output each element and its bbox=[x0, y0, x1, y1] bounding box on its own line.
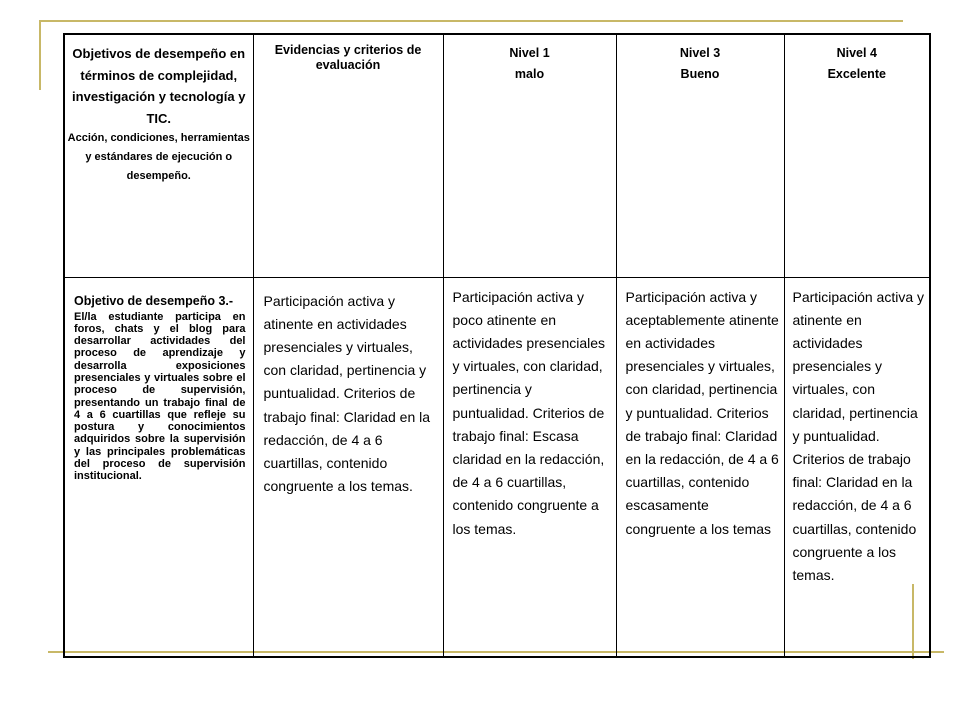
level4-cell bbox=[784, 277, 930, 657]
header-level3-desc: Bueno bbox=[680, 67, 720, 81]
header-cell-evidence bbox=[253, 34, 443, 277]
rubric-table bbox=[63, 33, 931, 658]
header-cell-level1 bbox=[443, 34, 616, 277]
header-level1-label: Nivel 1 bbox=[509, 46, 550, 60]
header-level4-label: Nivel 4 bbox=[836, 46, 877, 60]
decorative-line-top bbox=[41, 20, 903, 22]
level1-cell bbox=[443, 277, 616, 657]
level3-text: Participación activa y aceptablemente atinente en actividades presenciales y virtuales, con claridad, pertinencia y puntualidad. Criterios de trabajo final: Claridad en la redacción, de 4 a 6 cuartillas, contenido escasamente congruente a los temas bbox=[625, 288, 779, 537]
header-evidence-label: Evidencias y criterios de evaluación bbox=[274, 43, 422, 72]
evidence-text: Participación activa y atinente en actividades presenciales y virtuales, con claridad, pertinencia y puntualidad. Criterios de trabajo final: Claridad en la redacción, de 4 a 6 cuartillas, contenido congruente a los temas. bbox=[263, 292, 431, 495]
header-cell-level4 bbox=[784, 34, 930, 277]
header-level3-label: Nivel 3 bbox=[679, 46, 721, 60]
table-row bbox=[64, 277, 930, 657]
header-level1-desc: malo bbox=[514, 67, 545, 81]
level3-cell bbox=[616, 277, 784, 657]
header-level4-desc: Excelente bbox=[827, 67, 886, 81]
evidence-cell bbox=[253, 277, 443, 657]
level4-text: Participación activa y atinente en actividades presenciales y virtuales, con claridad, pertinencia y puntualidad. Criterios de trabajo final: Claridad en la redacción, de 4 a 6 cuartillas, contenido congruente a los temas. bbox=[792, 288, 925, 583]
level1-text: Participación activa y poco atinente en actividades presenciales y virtuales, con claridad, pertinencia y puntualidad. Criterios de trabajo final: Escasa claridad en la redacción, de 4 a 6 cuartillas, contenido congruente a los temas. bbox=[452, 288, 606, 537]
header-objectives-subtitle: Acción, condiciones, herramientas y estándares de ejecución o desempeño. bbox=[67, 132, 250, 182]
header-cell-objectives bbox=[64, 34, 253, 277]
header-cell-level3 bbox=[616, 34, 784, 277]
table-header-row bbox=[64, 34, 930, 277]
objective-cell bbox=[64, 277, 253, 657]
header-objectives-title: Objetivos de desempeño en términos de complejidad, investigación y tecnología y TIC. bbox=[72, 46, 246, 126]
decorative-line-left bbox=[39, 20, 41, 90]
objective-description: El/la estudiante participa en foros, chats y el blog para desarrollar actividades del proceso de aprendizaje y desarrolla exposiciones presenciales y virtuales sobre el proceso de supervisión, presentando un trabajo final de 4 a 6 cuartillas que refleje su postura y conocimientos adquiridos sobre la supervisión y las principales problemáticas del proceso de supervisión institucional. bbox=[74, 310, 246, 483]
objective-title: Objetivo de desempeño 3.- bbox=[74, 293, 234, 308]
